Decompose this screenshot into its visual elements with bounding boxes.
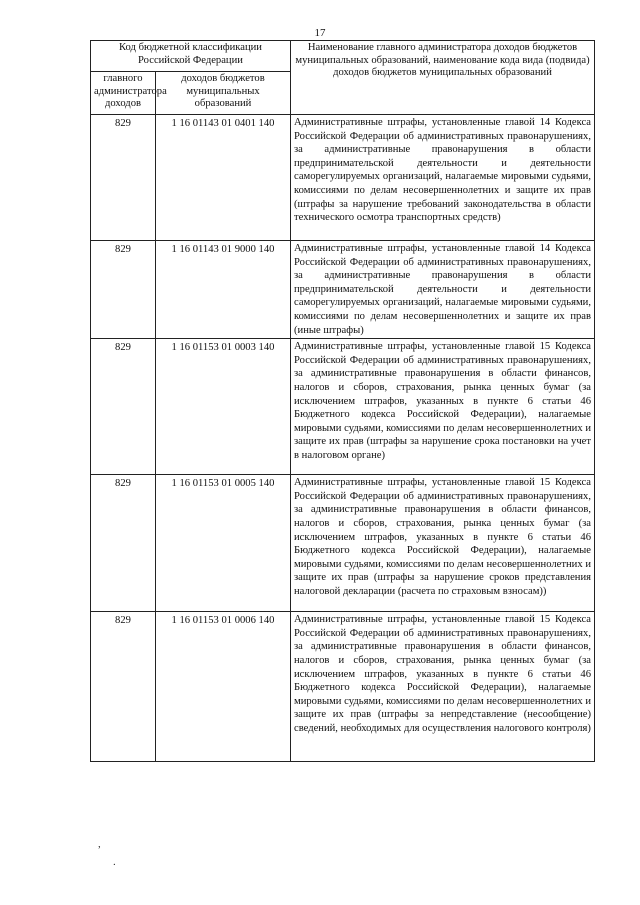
income-code-cell: 1 16 01143 01 9000 140 [156,241,291,339]
admin-code-cell: 829 [91,115,156,241]
scan-speck: . [113,856,116,868]
income-name-cell: Административные штрафы, установленные главой 14 Кодекса Российской Федерации об административных правонарушениях, за административные правонарушения в области предпринимательской деятельности и деятельности саморегулируемых организаций, налагаемые мировыми судьями, комиссиями по делам несовершеннолетних и защите их прав (штрафы за нарушение требований законодательства в области технического осмотра транспортных средств) [291,115,595,241]
header-admin: главного администратора доходов [91,72,156,115]
income-name-cell: Административные штрафы, установленные главой 14 Кодекса Российской Федерации об административных правонарушениях, за административные правонарушения в области предпринимательской деятельности и деятельности саморегулируемых организаций, налагаемые мировыми судьями, комиссиями по делам несовершеннолетних и защите их прав (иные штрафы) [291,241,595,339]
table-row [91,241,595,339]
income-code-cell: 1 16 01153 01 0006 140 [156,612,291,762]
page-number: 17 [314,27,326,39]
income-code-cell: 1 16 01153 01 0003 140 [156,339,291,475]
table-row [91,612,595,762]
header-income: доходов бюджетов муниципальных образований [156,72,291,115]
table-row [91,339,595,475]
income-name-cell: Административные штрафы, установленные главой 15 Кодекса Российской Федерации об административных правонарушениях, за административные правонарушения в области финансов, налогов и сборов, страхования, рынка ценных бумаг (за исключением штрафов, указанных в пункте 6 статьи 46 Бюджетного кодекса Российской Федерации), налагаемые мировыми судьями, комиссиями по делам несовершеннолетних и защите их прав (штрафы за нарушение срока постановки на учет в налоговом органе) [291,339,595,475]
scan-speck: , [98,838,101,850]
header-kbk: Код бюджетной классификации Российской Федерации [91,41,291,72]
income-name-cell: Административные штрафы, установленные главой 15 Кодекса Российской Федерации об административных правонарушениях, за административные правонарушения в области финансов, налогов и сборов, страхования, рынка ценных бумаг (за исключением штрафов, указанных в пункте 6 статьи 46 Бюджетного кодекса Российской Федерации), налагаемые мировыми судьями, комиссиями по делам несовершеннолетних и защите их прав (штрафы за нарушение сроков представления налоговой декларации (расчета по страховым взносам)) [291,475,595,612]
income-code-cell: 1 16 01153 01 0005 140 [156,475,291,612]
income-name-cell: Административные штрафы, установленные главой 15 Кодекса Российской Федерации об административных правонарушениях, за административные правонарушения в области финансов, налогов и сборов, страхования, рынка ценных бумаг (за исключением штрафов, указанных в пункте 6 статьи 46 Бюджетного кодекса Российской Федерации), налагаемые мировыми судьями, комиссиями по делам несовершеннолетних и защите их прав (штрафы за непредставление (несообщение) сведений, необходимых для осуществления налогового контроля) [291,612,595,762]
table-header-row [91,41,595,72]
table-row [91,115,595,241]
revenue-codes-table [90,40,595,762]
admin-code-cell: 829 [91,241,156,339]
header-name: Наименование главного администратора доходов бюджетов муниципальных образований, наименование кода вида (подвида) доходов бюджетов муниципальных образований [291,41,595,115]
admin-code-cell: 829 [91,612,156,762]
admin-code-cell: 829 [91,339,156,475]
table-row [91,475,595,612]
admin-code-cell: 829 [91,475,156,612]
income-code-cell: 1 16 01143 01 0401 140 [156,115,291,241]
